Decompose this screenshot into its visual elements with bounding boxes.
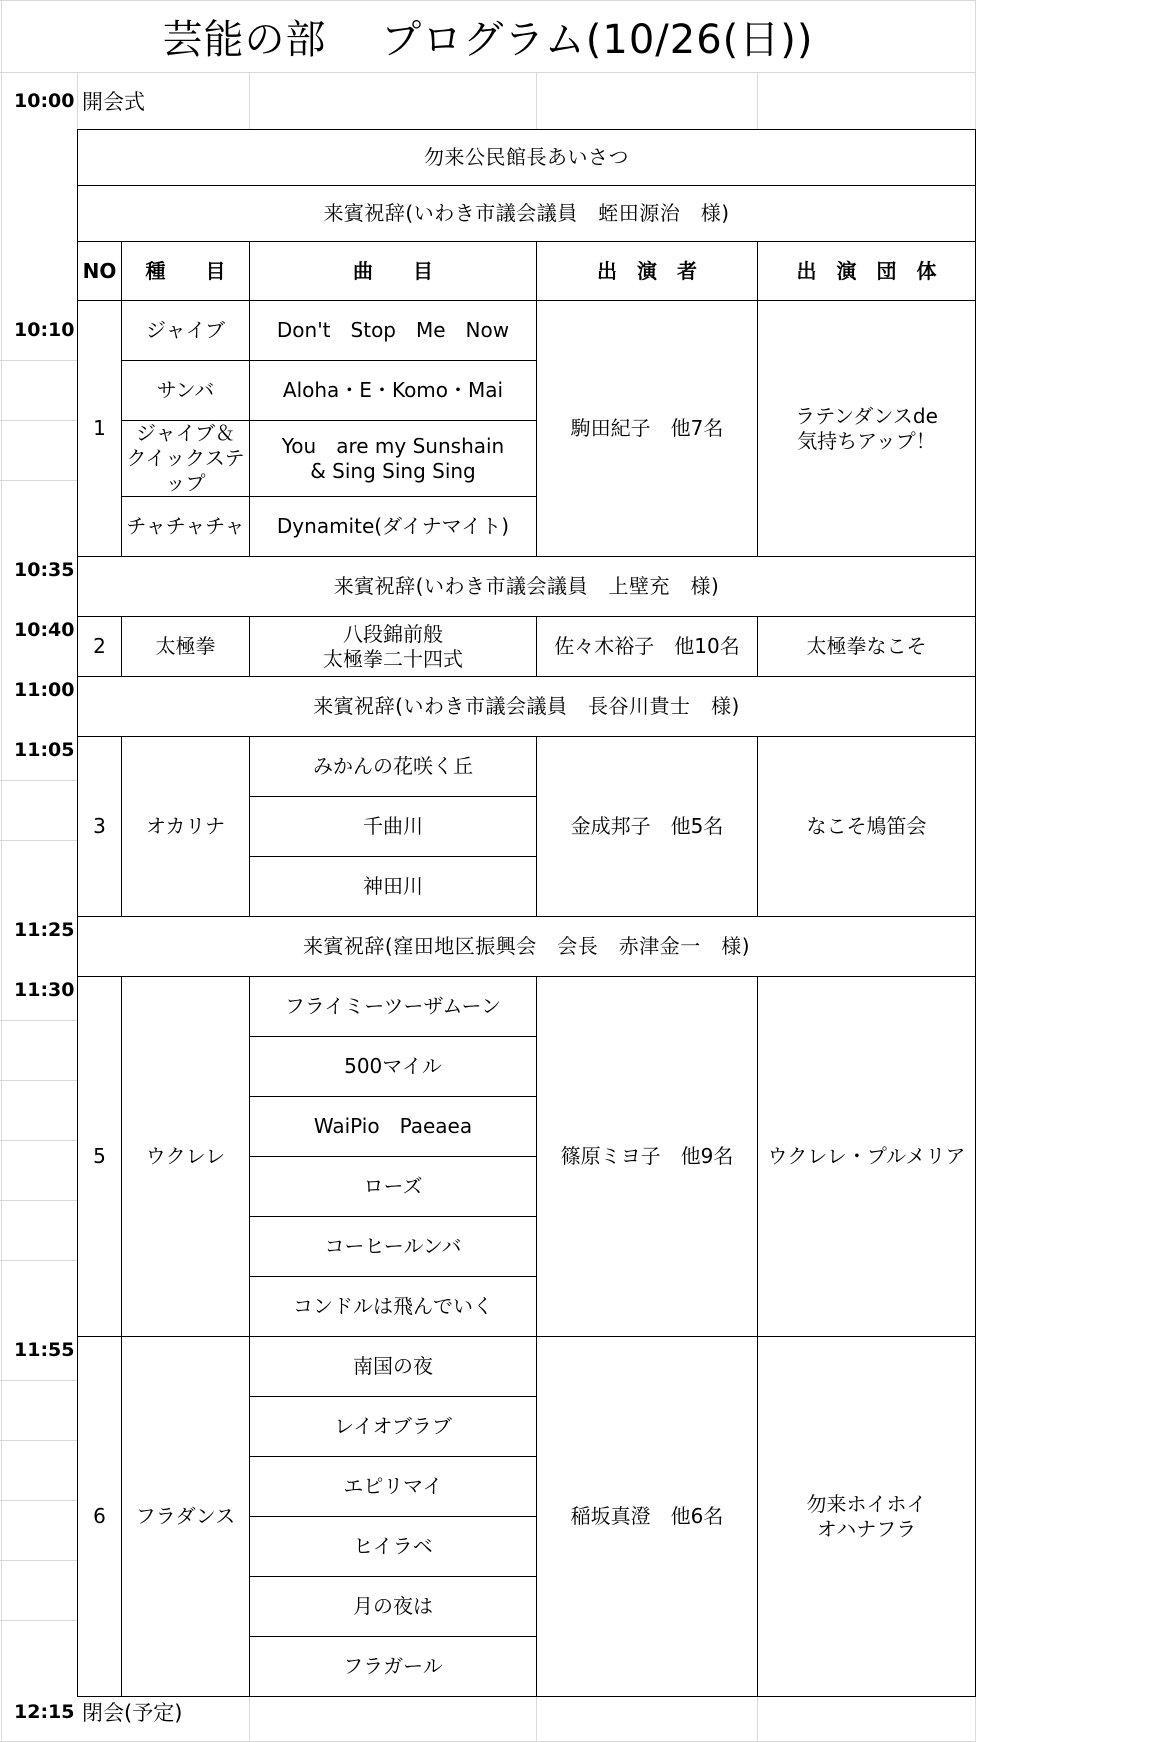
song-cell: 神田川 xyxy=(250,857,537,917)
song-cell: You are my Sunshain & Sing Sing Sing xyxy=(250,421,537,497)
gridline xyxy=(0,1440,77,1441)
time-label: 11:55 xyxy=(14,1339,75,1361)
song-cell: みかんの花咲く丘 xyxy=(250,737,537,797)
closing-label: 閉会(予定) xyxy=(82,1701,183,1725)
time-label: 11:05 xyxy=(14,739,75,761)
guest-speech-cell: 来賓祝辞(窪田地区振興会 会長 赤津金一 様) xyxy=(78,917,976,977)
gridline xyxy=(0,360,77,361)
genre-cell: ジャイブ xyxy=(122,301,250,361)
table-row xyxy=(78,557,976,617)
time-label: 12:15 xyxy=(14,1701,75,1723)
time-label: 10:35 xyxy=(14,559,75,581)
header-no: NO xyxy=(78,242,122,301)
opening-label: 開会式 xyxy=(82,89,145,114)
table-row xyxy=(78,677,976,737)
act-number: 2 xyxy=(78,617,122,677)
gridline xyxy=(0,1380,77,1381)
song-cell: フライミーツーザムーン xyxy=(250,977,537,1037)
header-group: 出 演 団 体 xyxy=(758,242,976,301)
song-cell: Dynamite(ダイナマイト) xyxy=(250,497,537,557)
table-row xyxy=(78,977,976,1037)
gridline xyxy=(757,72,758,129)
page-title: 芸能の部 プログラム(10/26(日)) xyxy=(162,16,814,63)
song-cell: 月の夜は xyxy=(250,1577,537,1637)
guest-speech-cell: 来賓祝辞(いわき市議会議員 長谷川貴士 様) xyxy=(78,677,976,737)
act-number: 1 xyxy=(78,301,122,557)
song-cell: レイオブラブ xyxy=(250,1397,537,1457)
time-label: 10:10 xyxy=(14,319,75,341)
gridline xyxy=(0,1140,77,1141)
gridline xyxy=(249,72,250,129)
group-cell: ラテンダンスde 気持ちアップ！ xyxy=(758,301,976,557)
time-label: 11:30 xyxy=(14,979,75,1001)
time-label: 11:00 xyxy=(14,679,75,701)
header-performer: 出 演 者 xyxy=(537,242,758,301)
performer-cell: 駒田紀子 他7名 xyxy=(537,301,758,557)
song-cell: コンドルは飛んでいく xyxy=(250,1277,537,1337)
table-row xyxy=(78,130,976,186)
performer-cell: 篠原ミヨ子 他9名 xyxy=(537,977,758,1337)
table-header-row xyxy=(78,242,976,301)
group-cell: ウクレレ・プルメリア xyxy=(758,977,976,1337)
time-label: 11:25 xyxy=(14,919,75,941)
song-cell: コーヒールンバ xyxy=(250,1217,537,1277)
table-row xyxy=(78,617,976,677)
group-cell: 太極拳なこそ xyxy=(758,617,976,677)
song-cell: ヒイラベ xyxy=(250,1517,537,1577)
genre-cell: ウクレレ xyxy=(122,977,250,1337)
gridline xyxy=(0,1020,77,1021)
genre-cell: オカリナ xyxy=(122,737,250,917)
group-cell: 勿来ホイホイ オハナフラ xyxy=(758,1337,976,1697)
song-cell: 南国の夜 xyxy=(250,1337,537,1397)
act-number: 5 xyxy=(78,977,122,1337)
genre-cell: チャチャチャ xyxy=(122,497,250,557)
time-label: 10:40 xyxy=(14,619,75,641)
gridline xyxy=(0,1500,77,1501)
guest-speech-cell: 来賓祝辞(いわき市議会議員 蛭田源治 様) xyxy=(78,186,976,242)
gridline xyxy=(0,1560,77,1561)
song-cell: Don't Stop Me Now xyxy=(250,301,537,361)
performer-cell: 稲坂真澄 他6名 xyxy=(537,1337,758,1697)
gridline xyxy=(0,72,976,73)
genre-cell: 太極拳 xyxy=(122,617,250,677)
gridline xyxy=(0,840,77,841)
song-cell: Aloha・E・Komo・Mai xyxy=(250,361,537,421)
song-cell: 八段錦前般 太極拳二十四式 xyxy=(250,617,537,677)
performer-cell: 佐々木裕子 他10名 xyxy=(537,617,758,677)
gridline xyxy=(1,0,2,1742)
song-cell: フラガール xyxy=(250,1637,537,1697)
act-number: 6 xyxy=(78,1337,122,1697)
greeting-cell: 勿来公民館長あいさつ xyxy=(78,130,976,186)
gridline xyxy=(0,1080,77,1081)
group-cell: なこそ鳩笛会 xyxy=(758,737,976,917)
gridline xyxy=(0,1200,77,1201)
guest-speech-cell: 来賓祝辞(いわき市議会議員 上壁充 様) xyxy=(78,557,976,617)
table-row xyxy=(78,737,976,797)
song-cell: 500マイル xyxy=(250,1037,537,1097)
gridline xyxy=(77,72,78,129)
performer-cell: 金成邦子 他5名 xyxy=(537,737,758,917)
table-row xyxy=(78,1337,976,1397)
table-row xyxy=(78,917,976,977)
header-genre: 種 目 xyxy=(122,242,250,301)
song-cell: 千曲川 xyxy=(250,797,537,857)
gridline xyxy=(536,72,537,129)
genre-cell: サンバ xyxy=(122,361,250,421)
table-row xyxy=(78,301,976,361)
genre-cell: ジャイブ＆ クイックステップ xyxy=(122,421,250,497)
song-cell: エピリマイ xyxy=(250,1457,537,1517)
gridline xyxy=(0,480,77,481)
song-cell: WaiPio Paeaea xyxy=(250,1097,537,1157)
genre-cell: フラダンス xyxy=(122,1337,250,1697)
gridline xyxy=(0,1620,77,1621)
time-label: 10:00 xyxy=(14,89,75,112)
gridline xyxy=(0,1260,77,1261)
table-row xyxy=(78,186,976,242)
song-cell: ローズ xyxy=(250,1157,537,1217)
act-number: 3 xyxy=(78,737,122,917)
gridline xyxy=(0,780,77,781)
program-table xyxy=(77,129,976,1697)
gridline xyxy=(0,420,77,421)
header-song: 曲 目 xyxy=(250,242,537,301)
